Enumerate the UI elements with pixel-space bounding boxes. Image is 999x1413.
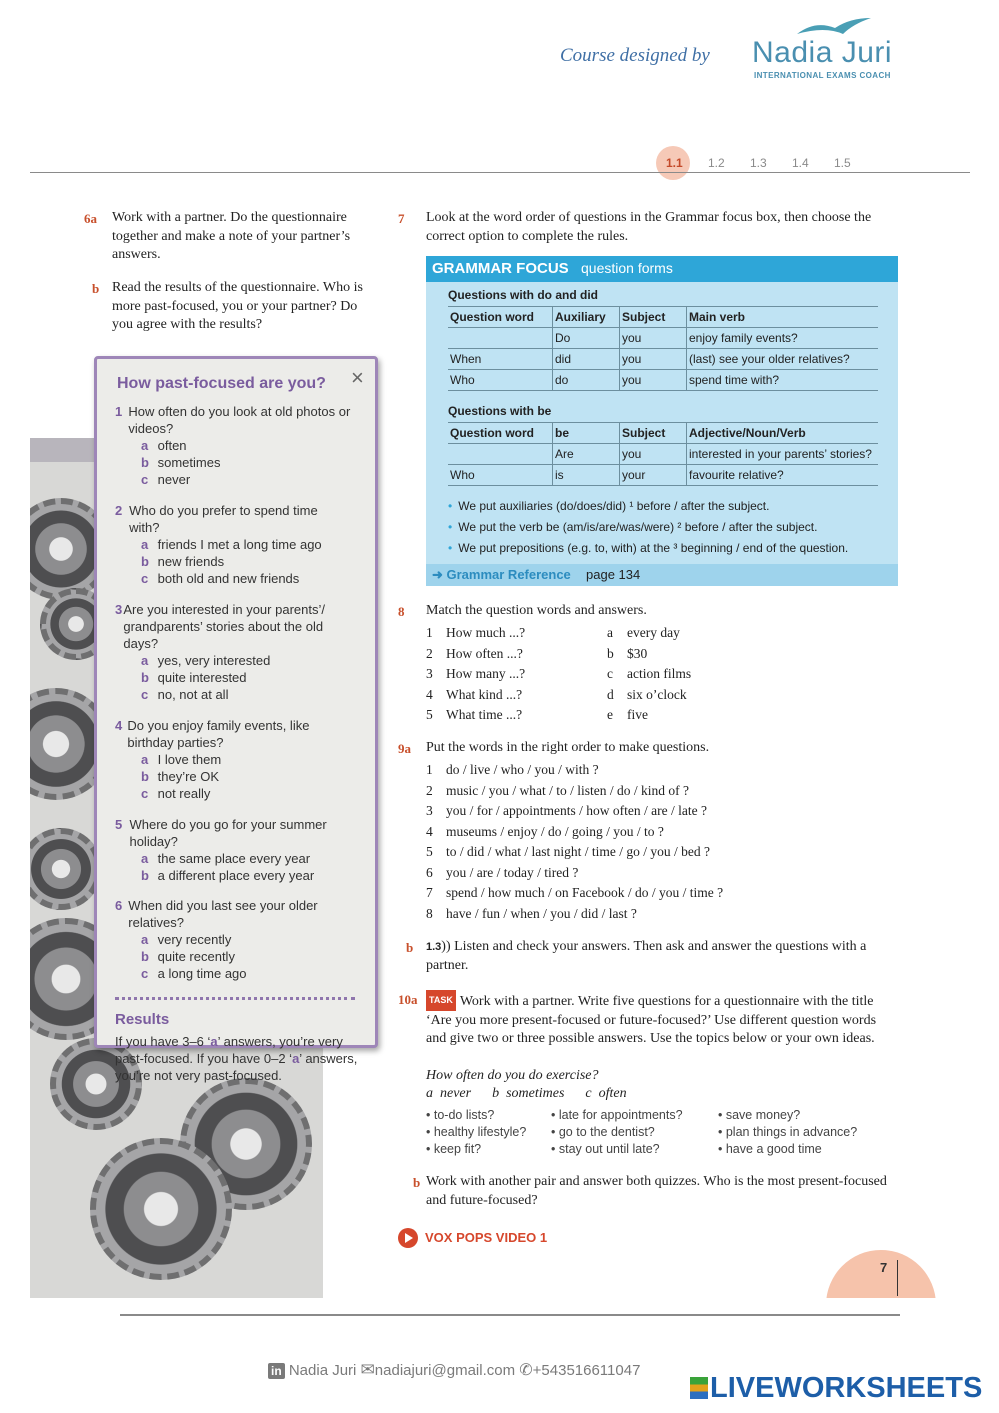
rule-2[interactable]: • We put the verb be (am/is/are/was/were) ² before / after the subject.: [448, 520, 818, 534]
unit-tab-1-2[interactable]: 1.2: [708, 156, 725, 170]
list-item[interactable]: 1 do / live / who / you / with ?: [426, 762, 599, 777]
liveworksheets-brand[interactable]: LIVEWORKSHEETS: [690, 1372, 982, 1405]
ex6b-instruction: Read the results of the questionnaire. Who is more past-focused, you or your partner? Do you agree with the results?: [112, 280, 363, 332]
topics-column-3: [718, 1107, 857, 1158]
list-item: • to-do lists?: [426, 1108, 495, 1122]
section-be: Questions with be: [448, 404, 552, 418]
footer-divider: [120, 1314, 900, 1316]
ex10a-number: 10a: [398, 992, 418, 1007]
option-1c[interactable]: c never: [141, 472, 191, 487]
email-address[interactable]: nadiajuri@gmail.com: [374, 1362, 516, 1379]
phone-number[interactable]: +543516611047: [532, 1362, 641, 1379]
list-item[interactable]: 1 How much ...?: [426, 625, 526, 640]
play-icon[interactable]: [398, 1228, 418, 1248]
questionnaire-question-1: 1 How often do you look at old photos or videos? a often b sometimes c never: [115, 403, 355, 488]
ex7-number: 7: [398, 211, 405, 226]
unit-tab-1-1[interactable]: 1.1: [666, 156, 683, 170]
ex8-questions: [426, 625, 525, 728]
logo-subtitle: INTERNATIONAL EXAMS COACH: [754, 71, 891, 80]
logo-name: Nadia Juri: [752, 36, 893, 69]
option-4a[interactable]: a I love them: [141, 752, 222, 767]
close-icon[interactable]: ×: [351, 365, 364, 390]
unit-tab-1-5[interactable]: 1.5: [834, 156, 851, 170]
list-item[interactable]: 4 museums / enjoy / do / going / you / to ?: [426, 823, 664, 839]
list-item[interactable]: c action films: [607, 666, 692, 681]
results-text: If you have 3–6 ‘a’ answers, you’re very past-focused. If you have 0–2 ‘a’ answers, you’re not very past-focused.: [115, 1034, 358, 1083]
option-1a[interactable]: a often: [141, 438, 187, 453]
questionnaire-question-4: 4 Do you enjoy family events, like birthday parties? a I love them b they’re OK c not really: [115, 717, 345, 802]
rule-3[interactable]: • We put prepositions (e.g. to, with) at the ³ beginning / end of the question.: [448, 541, 849, 555]
contact-footer: [268, 1360, 640, 1380]
list-item: • plan things in advance?: [718, 1125, 858, 1139]
example-answers: a never b sometimes c often: [426, 1086, 627, 1101]
option-2b[interactable]: b new friends: [141, 554, 225, 569]
ex10a-instruction: TASK Work with a partner. Write five questions for a questionnaire with the title ‘Are you more present-focused or future-focused?’ Use different question words and give two or three possible answers. Use the topics below or your own ideas.: [426, 990, 892, 1049]
questionnaire-question-6: 6 When did you last see your older relatives? a very recently b quite recently c a long time ago: [115, 897, 335, 982]
header-divider: [30, 172, 970, 173]
list-item[interactable]: 6 you / are / today / tired ?: [426, 864, 579, 880]
whatsapp-icon: ✆: [519, 1362, 533, 1379]
ex7-instruction: Look at the word order of questions in the Grammar focus box, then choose the correct option to complete the rules.: [426, 210, 872, 244]
unit-tab-1-3[interactable]: 1.3: [750, 156, 767, 170]
mail-icon: ✉: [360, 1360, 375, 1379]
list-item[interactable]: 7 spend / how much / on Facebook / do / you / time ?: [426, 885, 724, 900]
task-badge: TASK: [426, 990, 456, 1011]
table-be: Question word be Subject Adjective/Noun/Verb Are you interested in your parents’ stories? Who is your favourite relative?: [448, 422, 878, 486]
option-3a[interactable]: a yes, very interested: [141, 653, 271, 668]
liveworksheets-logo-icon: [690, 1377, 708, 1399]
ex8-number: 8: [398, 604, 405, 619]
list-item[interactable]: 5 What time ...?: [426, 707, 523, 722]
option-6a[interactable]: a very recently: [141, 932, 232, 947]
option-4c[interactable]: c not really: [141, 786, 211, 801]
ex6a-number: 6a: [84, 211, 97, 226]
audio-icon[interactable]: )): [441, 939, 455, 954]
ex8-answers: [607, 625, 691, 728]
list-item[interactable]: d six o’clock: [607, 686, 687, 702]
questionnaire-question-2: 2 Who do you prefer to spend time with? a friends I met a long time ago b new friends c both old and new friends: [115, 502, 325, 587]
list-item: • healthy lifestyle?: [426, 1125, 527, 1139]
course-credit: Course designed by: [560, 45, 710, 66]
unit-tab-1-4[interactable]: 1.4: [792, 156, 809, 170]
linkedin-icon[interactable]: in: [268, 1363, 285, 1379]
ex6a-instruction: Work with a partner. Do the questionnaire together and make a note of your partner’s answers.: [112, 210, 351, 262]
list-item: • stay out until late?: [551, 1142, 660, 1156]
list-item[interactable]: b $30: [607, 645, 648, 661]
section-do-did: Questions with do and did: [448, 288, 598, 302]
results-title: Results: [115, 1011, 170, 1028]
option-1b[interactable]: b sometimes: [141, 455, 221, 470]
list-item[interactable]: e five: [607, 707, 648, 722]
results-divider: [115, 997, 355, 1000]
grammar-reference-link[interactable]: ➜ Grammar Reference page 134: [426, 564, 898, 586]
page-number-rule: [897, 1260, 898, 1296]
ex9b-instruction: 1.3)) Listen and check your answers. Then ask and answer the questions with a partner.: [426, 939, 867, 973]
ex9b-number: b: [406, 940, 414, 955]
grammar-focus-box: [426, 256, 898, 586]
linkedin-name[interactable]: Nadia Juri: [288, 1362, 357, 1379]
option-6b[interactable]: b quite recently: [141, 949, 235, 964]
list-item: • keep fit?: [426, 1142, 482, 1156]
page-number: 7: [880, 1260, 888, 1275]
list-item[interactable]: 3 you / for / appointments / how often / are / late ?: [426, 803, 707, 818]
ex8-instruction: Match the question words and answers.: [426, 603, 647, 618]
page-bottom-mask: [820, 1298, 950, 1368]
list-item: • go to the dentist?: [551, 1125, 655, 1139]
list-item: • late for appointments?: [551, 1108, 683, 1122]
ex10b-number: b: [413, 1175, 421, 1190]
questionnaire-title: How past-focused are you?: [117, 375, 326, 392]
option-2c[interactable]: c both old and new friends: [141, 571, 300, 586]
option-5b[interactable]: b a different place every year: [141, 868, 315, 883]
topics-column-1: [426, 1107, 526, 1158]
grammar-focus-header: GRAMMAR FOCUS question forms: [426, 256, 898, 282]
ex9a-instruction: Put the words in the right order to make questions.: [426, 740, 710, 755]
list-item: • save money?: [718, 1108, 801, 1122]
audio-track-label[interactable]: 1.3: [426, 941, 442, 953]
topics-column-2: [551, 1107, 683, 1158]
questionnaire-panel: [94, 356, 378, 1083]
rule-1[interactable]: • We put auxiliaries (do/does/did) ¹ before / after the subject.: [448, 499, 770, 513]
list-item[interactable]: a every day: [607, 625, 680, 640]
option-2a[interactable]: a friends I met a long time ago: [141, 537, 322, 552]
list-item[interactable]: 2 How often ...?: [426, 645, 523, 661]
ex9a-number: 9a: [398, 741, 411, 756]
option-3c[interactable]: c no, not at all: [141, 687, 229, 702]
option-4b[interactable]: b they’re OK: [141, 769, 220, 784]
list-item[interactable]: 5 to / did / what / last night / time / go / you / bed ?: [426, 844, 710, 859]
list-item[interactable]: 3 How many ...?: [426, 666, 526, 681]
list-item[interactable]: 8 have / fun / when / you / did / last ?: [426, 905, 637, 921]
questionnaire-question-3: 3 Are you interested in your parents’/ grandparents’ stories about the old days? a yes, very interested b quite interested c no, not at all: [115, 601, 355, 703]
example-question: How often do you do exercise?: [426, 1068, 599, 1083]
questionnaire-question-5: 5 Where do you go for your summer holiday? a the same place every year b a different place every year: [115, 816, 355, 884]
option-5a[interactable]: a the same place every year: [141, 851, 311, 866]
table-do-did: Question word Auxiliary Subject Main verb Do you enjoy family events? When did you (last) see your older relatives? Who do you spend time with?: [448, 306, 878, 391]
list-item[interactable]: 4 What kind ...?: [426, 686, 523, 702]
ex10b-instruction: Work with another pair and answer both quizzes. Who is the most present-focused and future-focused?: [426, 1174, 887, 1208]
ex9-items: [426, 762, 723, 926]
option-6c[interactable]: c a long time ago: [141, 966, 247, 981]
option-3b[interactable]: b quite interested: [141, 670, 247, 685]
list-item: • have a good time: [718, 1142, 822, 1156]
ex6b-number: b: [92, 281, 100, 296]
list-item[interactable]: 2 music / you / what / to / listen / do / kind of ?: [426, 782, 689, 798]
